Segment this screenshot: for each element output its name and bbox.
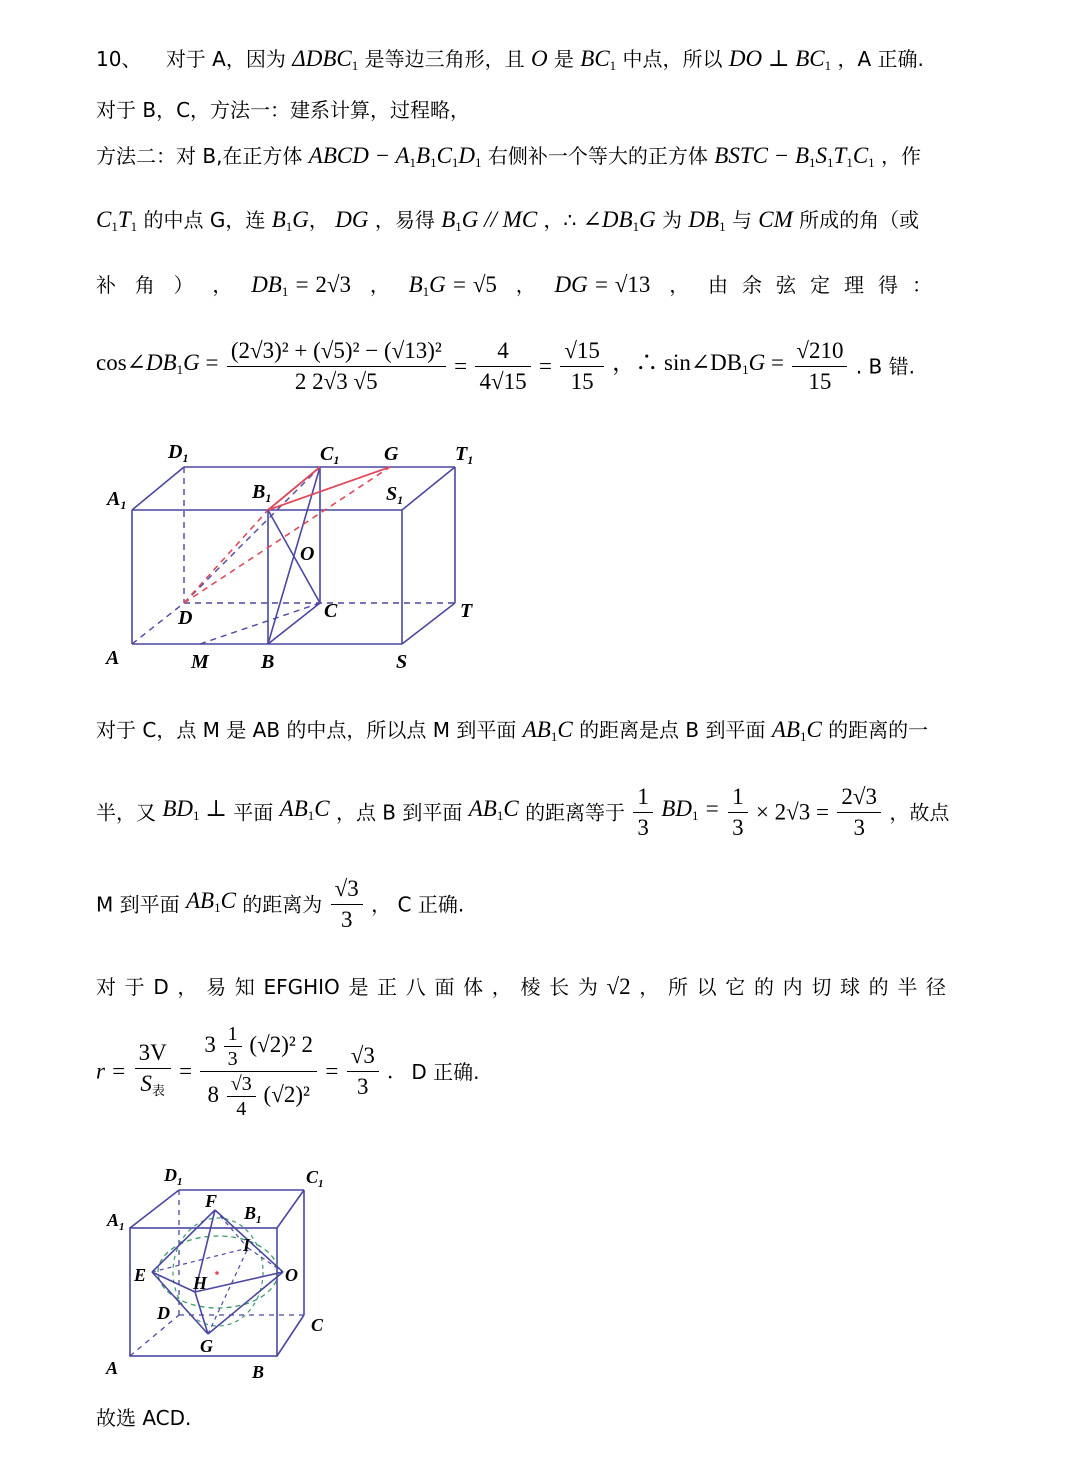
char: 体 — [463, 975, 484, 999]
label-c: C — [324, 600, 338, 622]
numerator: √3 — [227, 1072, 256, 1097]
red-line — [268, 467, 320, 510]
option-c-line3 — [96, 874, 464, 935]
equals: = — [538, 353, 552, 379]
denominator: 3 — [227, 1048, 238, 1070]
text: 平面 — [233, 800, 274, 825]
math: (√2)² 2 — [249, 1031, 314, 1057]
edge — [268, 603, 320, 644]
numerator: √15 — [560, 336, 604, 367]
label-d: D — [157, 1303, 170, 1323]
math: ΔDBC — [292, 46, 352, 71]
math: ，∴ sin∠DB — [612, 350, 743, 375]
char: 为 — [577, 975, 598, 999]
math-dg-length: DG = √13 — [554, 272, 651, 297]
denominator: 3 — [357, 1074, 369, 1099]
hidden-edge — [200, 603, 320, 644]
text: ， C 正确. — [371, 892, 465, 917]
char: 切 — [811, 975, 832, 999]
math-b1g-length: $B_1G = √5$ — [408, 272, 497, 299]
octa-hidden-edge — [208, 1248, 248, 1334]
numerator: √210 — [792, 336, 847, 367]
math: S — [140, 1070, 152, 1096]
char: 正 — [377, 975, 398, 999]
math: (√2)² — [263, 1081, 310, 1107]
hidden-edge — [132, 603, 184, 644]
text: ，∴ — [543, 208, 577, 232]
denominator: 3 — [637, 815, 649, 840]
method2-line — [96, 141, 921, 178]
edge — [402, 603, 455, 644]
fraction-2 — [475, 336, 530, 397]
text: 由余弦定理得： — [708, 273, 946, 297]
text: ，故点 — [889, 800, 950, 825]
char: 球 — [839, 975, 860, 999]
text: 的中点 G，连 — [143, 208, 266, 232]
math-cm: CM — [758, 207, 793, 232]
char: 面 — [434, 975, 455, 999]
denominator: 3 — [853, 815, 865, 840]
numerator — [200, 1022, 317, 1072]
math-bd1-perp: $BD_1$ ⊥ — [162, 796, 227, 823]
math-angle: $\angle DB_1G$ — [582, 207, 656, 234]
char: 它 — [725, 975, 746, 999]
math-triangle: $\Delta DBC_1$ — [292, 46, 359, 73]
final-answer: 故选 ACD. — [96, 1406, 192, 1430]
char: 易 — [206, 975, 227, 999]
red-line — [268, 467, 390, 510]
comma: ， — [515, 273, 536, 297]
text: ，易得 — [374, 208, 435, 232]
label-g: G — [384, 443, 399, 465]
math: √5 — [472, 272, 497, 297]
char: ， — [491, 975, 512, 999]
char: 角 — [134, 273, 155, 297]
text: 是等边三角形，且 — [364, 47, 525, 71]
fraction-third — [633, 782, 653, 843]
math-plane: $AB_1C$ — [279, 796, 330, 823]
math: BSTC − B — [714, 143, 810, 168]
text: 的距离的一 — [828, 718, 929, 742]
text: 半，又 — [96, 800, 156, 825]
red-dashed-line — [184, 510, 268, 603]
text: 与 — [731, 208, 752, 232]
math-cube2: BSTC − $B_1S_1T_1C_1$ — [714, 143, 875, 170]
numerator: 4 — [475, 336, 530, 367]
char: 所 — [667, 975, 688, 999]
denominator: 2 2√3 √5 — [294, 369, 378, 394]
text: . B 错. — [855, 354, 915, 379]
char: 对 — [96, 975, 116, 999]
label-s: S — [396, 651, 408, 673]
fraction-3 — [560, 336, 604, 397]
char: 以 — [696, 975, 717, 999]
label-e: E — [134, 1265, 147, 1285]
figure-two-cubes — [96, 430, 496, 680]
label-s1: $S_1$ — [386, 483, 404, 507]
label-d1: $D_1$ — [168, 441, 189, 465]
char: 是 — [348, 975, 369, 999]
label-t: T — [460, 600, 473, 622]
fraction-sqrt3-3 — [347, 1041, 379, 1102]
denominator — [135, 1069, 171, 1106]
math: BC — [580, 46, 610, 71]
text: 右侧补一个等大的正方体 — [487, 144, 708, 168]
math: √13 — [614, 272, 651, 297]
text: 对于 C，点 M 是 AB 的中点，所以点 M 到平面 — [96, 718, 517, 742]
label-b1: $B_1$ — [252, 481, 272, 505]
math: r = — [96, 1058, 127, 1084]
edge — [277, 1315, 304, 1356]
equals: = — [325, 1058, 339, 1084]
text: ，A 正确. — [837, 47, 924, 71]
text: ，点 B 到平面 — [335, 800, 463, 825]
math: × 2√3 = — [755, 799, 830, 825]
label-a: A — [106, 1358, 119, 1378]
math-b1g: $B_1G$ — [271, 207, 309, 234]
label-h: H — [193, 1273, 208, 1293]
option-c-line1 — [96, 715, 928, 752]
numerator: 1 — [633, 782, 653, 813]
math-bc1: $BC_1$ — [580, 46, 617, 73]
angle-line: $C_1T_1$ 的中点 G，连 $B_1G$， DG ，易得 $B_1G$ // MC ，∴ $\angle DB_1G$ 为 $DB_1$ 与 CM 所成的角（或 — [96, 207, 920, 234]
math-plane: $AB_1C$ — [468, 796, 519, 823]
numerator: 1 — [224, 1022, 242, 1047]
figure-octahedron — [96, 1160, 356, 1390]
char: ， — [639, 975, 660, 999]
label-c1: $C_1$ — [306, 1167, 324, 1190]
char: EFGHIO — [263, 975, 340, 999]
char: 补 — [96, 273, 116, 297]
char: 于 — [124, 975, 145, 999]
question-number: 10、 — [96, 47, 142, 71]
math: 3 — [204, 1031, 216, 1057]
char: 的 — [868, 975, 889, 999]
numerator: √3 — [347, 1041, 379, 1072]
cosine-formula — [96, 336, 915, 397]
text: 的距离是点 B 到平面 — [579, 718, 766, 742]
char: 半 — [897, 975, 918, 999]
fraction-third — [728, 782, 748, 843]
label-c1: $C_1$ — [320, 443, 340, 467]
numerator: 1 — [728, 782, 748, 813]
text: 对于 A，因为 — [165, 47, 286, 71]
math-parallel: $B_1G$ // MC — [441, 207, 538, 234]
option-d-line — [96, 972, 946, 1002]
fraction-result — [837, 782, 881, 843]
denominator: 4√15 — [479, 369, 527, 394]
math-c1t1: $C_1T_1$ — [96, 207, 138, 234]
fraction-sin — [792, 336, 847, 397]
text: ，作 — [881, 144, 922, 168]
fraction-volume — [200, 1022, 317, 1121]
math-sin: ，∴ $\sin\angle DB_1G$ = — [612, 350, 784, 377]
math: √2 — [606, 974, 631, 999]
option-bc-method1: 对于 B，C，方法一：建系计算，过程略， — [96, 98, 471, 122]
char: 的 — [753, 975, 774, 999]
hidden-edge — [130, 1315, 179, 1356]
char: 长 — [549, 975, 570, 999]
char: 八 — [405, 975, 426, 999]
fraction-sqrt3-4 — [227, 1072, 256, 1121]
denominator: 4 — [236, 1098, 247, 1120]
edge — [130, 1190, 179, 1228]
text: 所成的角（或 — [799, 208, 920, 232]
math-bd1: $BD_1$ = — [661, 796, 720, 823]
char: 知 — [234, 975, 255, 999]
label-t1: $T_1$ — [455, 443, 474, 467]
lengths-line — [96, 270, 946, 307]
text: M 到平面 — [96, 892, 180, 917]
math-db1: $DB_1$ — [688, 207, 726, 234]
label-m: M — [191, 651, 209, 673]
denominator — [200, 1072, 317, 1121]
label-b: B — [252, 1362, 265, 1382]
fraction-3v-s — [135, 1038, 171, 1106]
label-o: O — [285, 1265, 298, 1285]
edge — [277, 1190, 304, 1228]
label-f: F — [205, 1191, 218, 1211]
math: 2√3 — [315, 272, 352, 297]
center-point — [215, 1271, 219, 1275]
numerator: √3 — [331, 874, 363, 905]
label-c: C — [311, 1315, 324, 1335]
text: 的距离等于 — [525, 800, 626, 825]
radius-formula: r = $\frac{3V}{S_表}$ = 3 $\frac{1}{3}$ (√2)² 2 8 $\frac{√3}{4}$ (√2)² = $\frac{√3}{3}$ . D 正确. — [96, 1023, 480, 1120]
math-cos: $\cos\angle DB_1G$ = — [96, 350, 219, 377]
denominator: 15 — [570, 369, 594, 394]
text: 是 — [553, 47, 574, 71]
fraction-cos — [227, 336, 446, 397]
octa-edge — [152, 1210, 215, 1272]
math: 8 — [207, 1081, 220, 1107]
math: O — [530, 46, 548, 71]
edge — [132, 467, 184, 510]
char: 棱 — [520, 975, 541, 999]
math: ABCD − A — [308, 143, 410, 168]
red-dashed-line — [184, 467, 390, 603]
char: 内 — [782, 975, 803, 999]
subscript: 表 — [151, 1082, 165, 1098]
text: D 正确. — [411, 1059, 480, 1084]
label-i: I — [243, 1235, 251, 1255]
label-b1: $B_1$ — [244, 1203, 262, 1226]
label-b: B — [261, 651, 275, 673]
label-d: D — [178, 607, 193, 629]
char: ， — [212, 273, 233, 297]
fraction-sqrt3 — [331, 874, 363, 935]
math-plane: $AB_1C$ — [522, 717, 573, 744]
label-a: A — [106, 647, 120, 669]
math: DO ⊥ BC — [728, 46, 825, 71]
math-db1-length: $DB_1 = 2√3$ — [251, 272, 352, 299]
numerator: 2√3 — [837, 782, 881, 813]
text: 中点，所以 — [622, 47, 723, 71]
char: 径 — [926, 975, 946, 999]
label-d1: $D_1$ — [164, 1165, 183, 1188]
numerator: 3V — [135, 1038, 171, 1069]
option-a-line — [96, 44, 924, 81]
math-cube1: ABCD − $A_1B_1C_1D_1$ — [308, 143, 482, 170]
label-a1: $A_1$ — [107, 1210, 125, 1233]
text: 为 — [662, 208, 683, 232]
char: ） — [173, 273, 194, 297]
numerator: (2√3)² + (√5)² − (√13)² — [227, 336, 446, 367]
denominator: 3 — [340, 907, 353, 932]
math-dg: DG — [335, 207, 369, 232]
text: 的距离为 — [242, 892, 323, 917]
label-o: O — [300, 543, 315, 565]
text: 方法二：对 B,在正方体 — [96, 144, 303, 168]
option-c-line2 — [96, 782, 949, 843]
math-plane: $AB_1C$ — [185, 888, 236, 915]
equals: = — [454, 353, 468, 379]
comma: ， — [369, 273, 390, 297]
math-plane: $AB_1C$ — [771, 717, 822, 744]
math-perp: DO ⊥ $BC_1$ — [728, 46, 832, 73]
label-g: G — [200, 1336, 213, 1356]
comma: ， — [669, 273, 690, 297]
equals: = — [179, 1058, 193, 1084]
char: D — [153, 975, 169, 999]
char: ， — [177, 975, 198, 999]
denominator: 15 — [808, 369, 832, 394]
label-a1: $A_1$ — [107, 488, 127, 512]
denominator: 3 — [732, 815, 744, 840]
fraction-third — [224, 1022, 242, 1071]
edge — [402, 467, 455, 510]
